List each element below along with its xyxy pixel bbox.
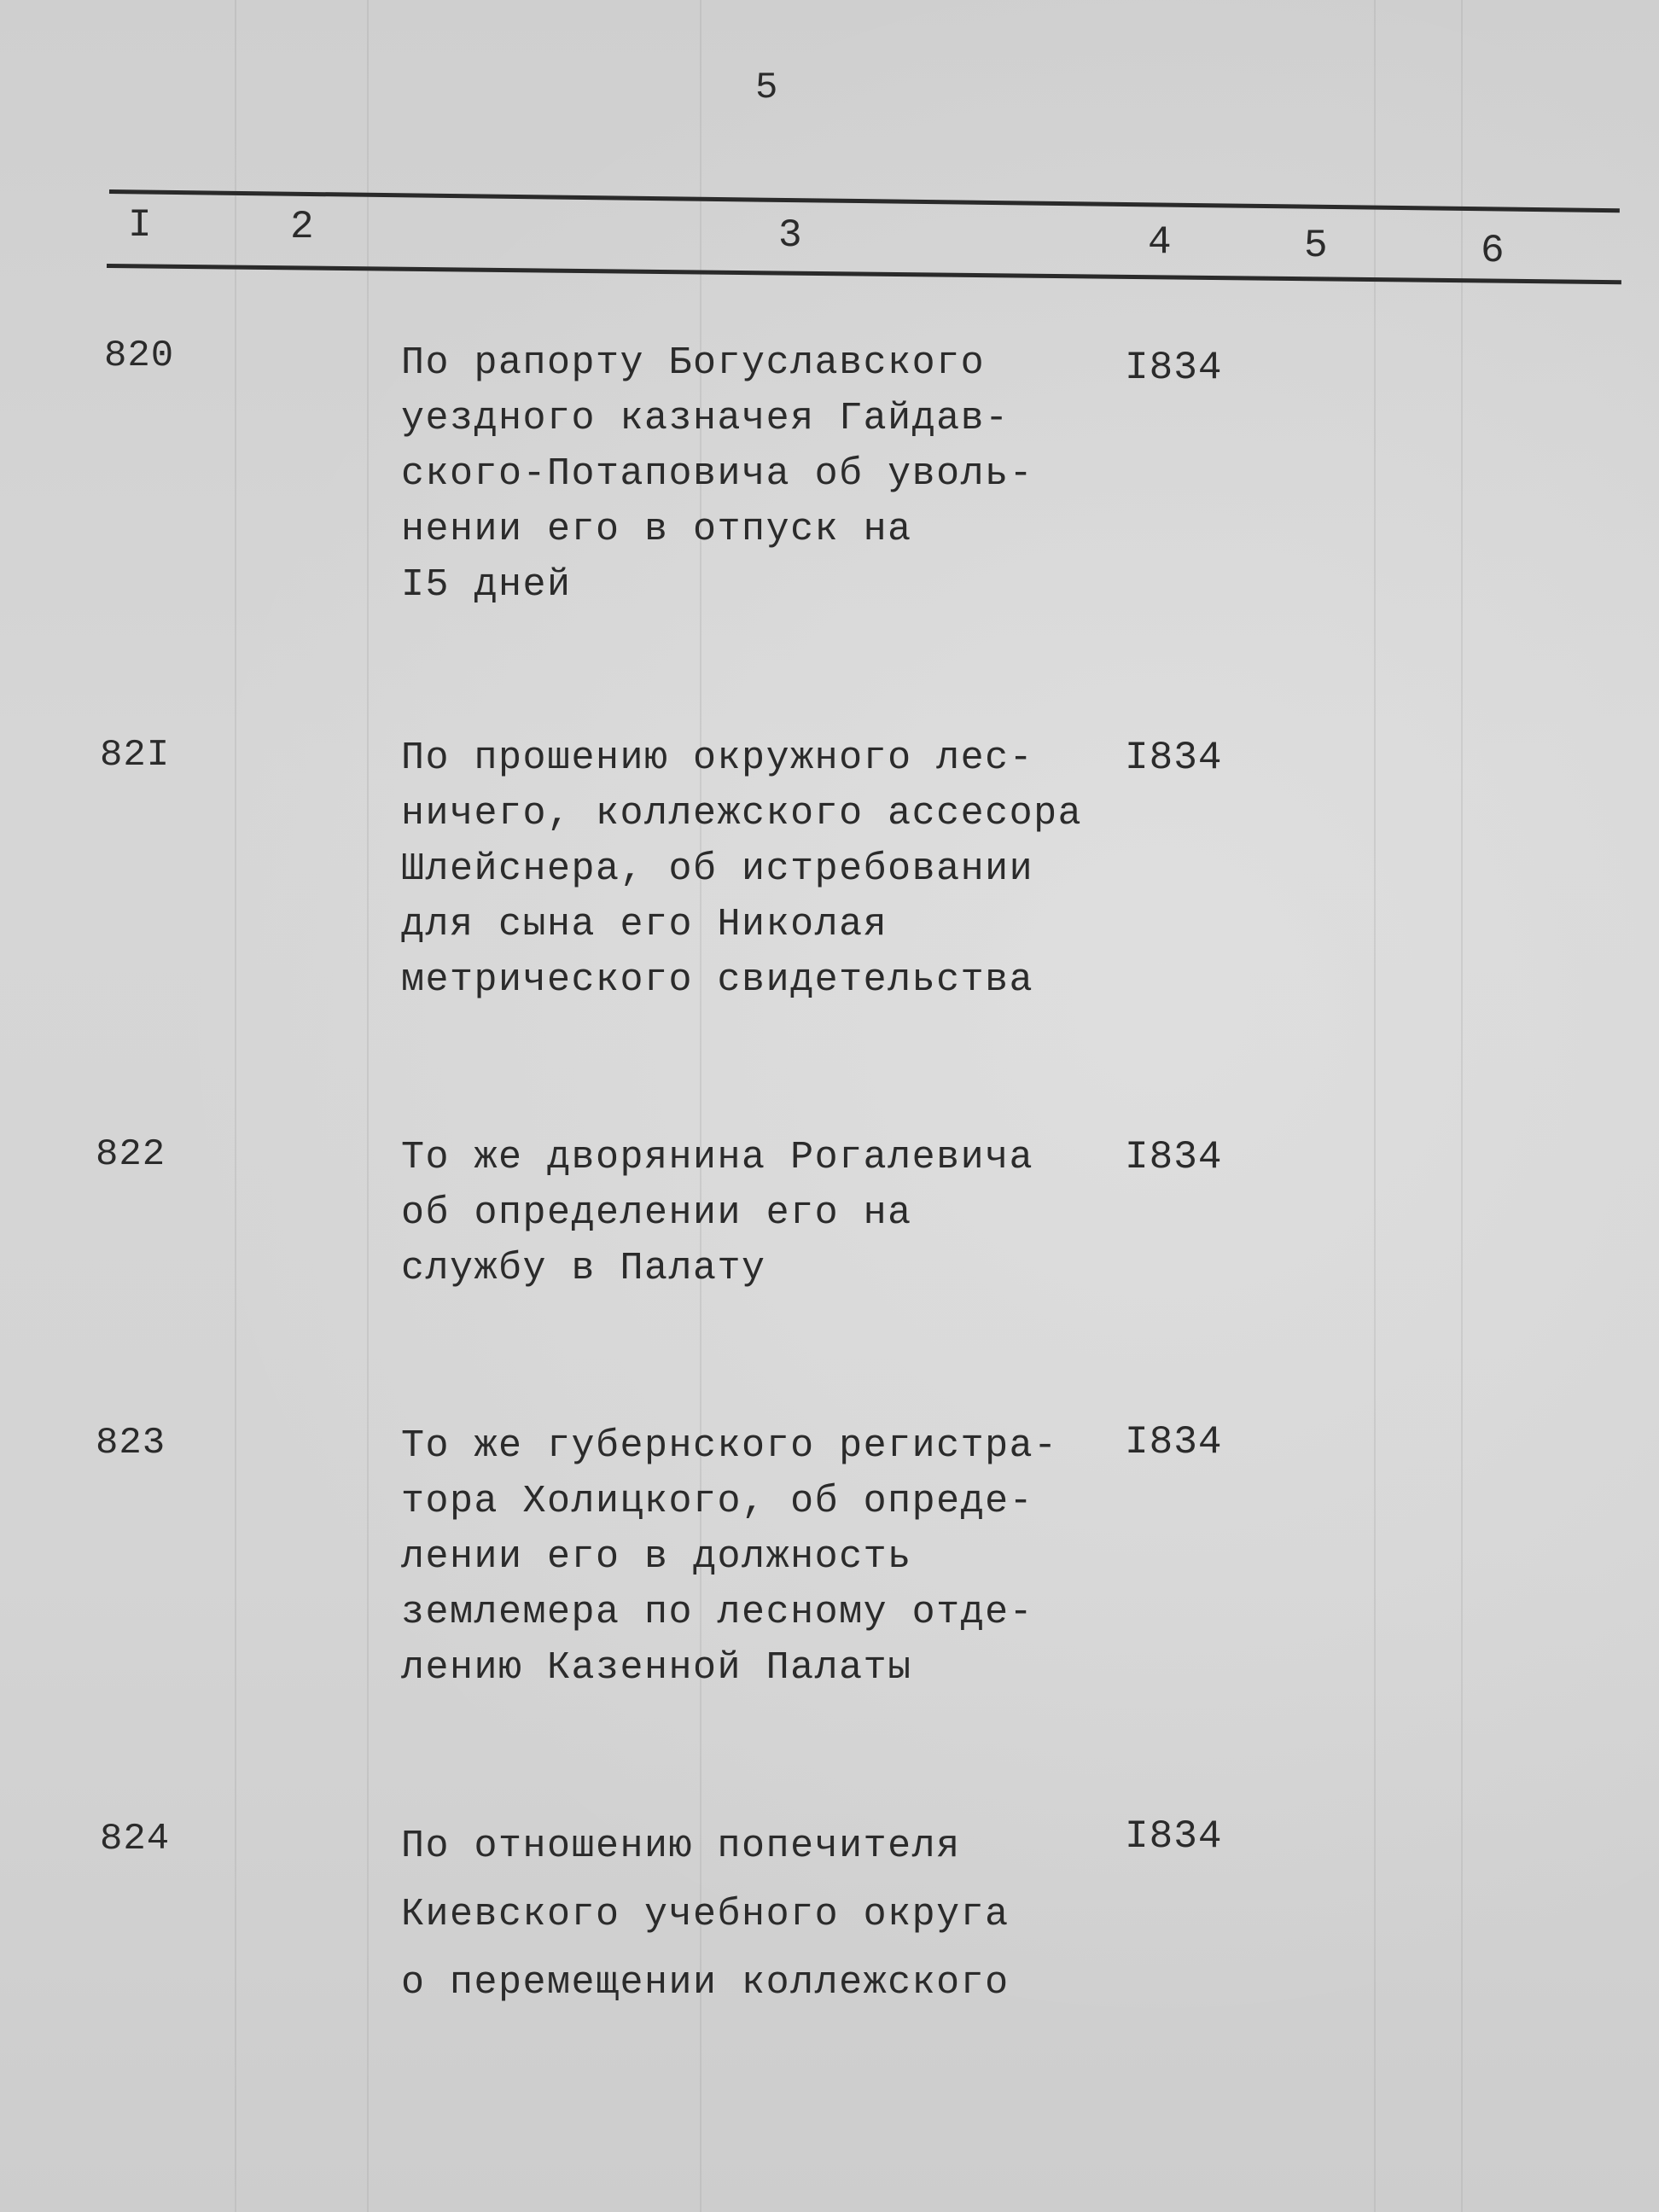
entry-description: То же дворянина Рогалевича об определении его на службу в Палату	[401, 1136, 1034, 1290]
entry-year: I834	[1125, 736, 1223, 780]
entry-year: I834	[1125, 1814, 1223, 1859]
ghost-column-line	[367, 0, 369, 2212]
ghost-column-line	[235, 0, 236, 2212]
column-heading-2: 2	[290, 205, 314, 249]
header-rule-top	[109, 189, 1620, 212]
column-heading-5: 5	[1304, 224, 1328, 268]
column-heading-1: I	[128, 203, 152, 247]
entry-number: 82I	[100, 734, 171, 777]
column-heading-3: 3	[778, 213, 802, 258]
entry-year: I834	[1125, 1420, 1223, 1464]
entry-number: 824	[100, 1818, 171, 1860]
entry-number: 820	[104, 335, 175, 377]
ghost-column-line	[1461, 0, 1463, 2212]
header-rule-bottom	[107, 264, 1621, 284]
entry-description: По рапорту Богуславского уездного казначея Гайдав- ского-Потаповича об уволь- нении его в отпуск на I5 дней	[401, 341, 1034, 607]
entry-description: По отношению попечителя Киевского учебного округа о перемещении коллежского	[401, 1825, 1010, 2005]
ghost-column-line	[1374, 0, 1376, 2212]
entry-year: I834	[1125, 346, 1223, 390]
column-heading-6: 6	[1481, 229, 1505, 273]
entry-year: I834	[1125, 1135, 1223, 1179]
entry-description: То же губернского регистра- тора Холицкого, об опреде- лении его в должность землемера по лесному отде- лению Казенной Палаты	[401, 1424, 1058, 1690]
page-number: 5	[755, 67, 780, 109]
entry-number: 823	[96, 1422, 166, 1464]
entry-number: 822	[96, 1133, 166, 1176]
column-heading-4: 4	[1148, 220, 1172, 265]
entry-description: По прошению окружного лес- ничего, коллежского ассесора Шлейснера, об истребовании для сына его Николая метрического свидетельства	[401, 736, 1083, 1002]
